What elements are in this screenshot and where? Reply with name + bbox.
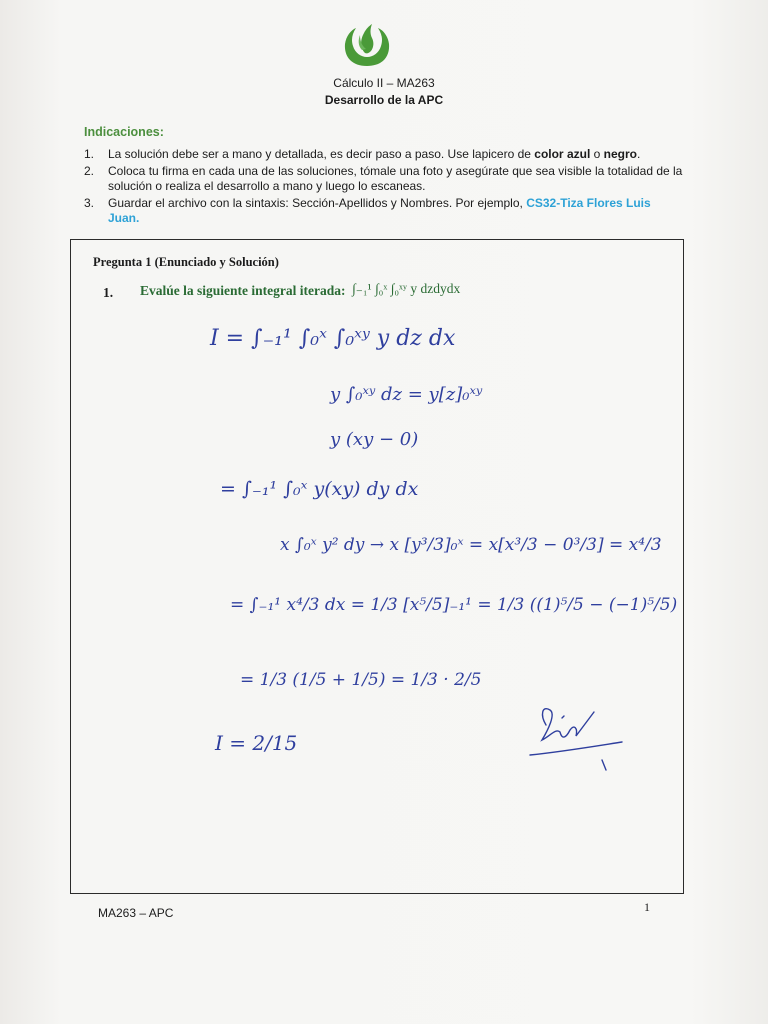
solution-line: I = 2/15 bbox=[215, 731, 298, 755]
instruction-item bbox=[84, 196, 684, 226]
instructions-list bbox=[84, 147, 684, 228]
solution-line: = ∫₋₁¹ x⁴/3 dx = 1/3 [x⁵/5]₋₁¹ = 1/3 ((1)⁵/5 − (−1)⁵/5) bbox=[230, 595, 678, 615]
solution-lines bbox=[209, 326, 677, 755]
question-prompt: Evalúe la siguiente integral iterada: bbox=[140, 283, 346, 298]
instruction-text: . bbox=[636, 147, 641, 161]
filename-example: CS32-Tiza Flores Luis Juan. bbox=[108, 196, 651, 225]
question-number: 1. bbox=[103, 285, 114, 300]
page-number: 1 bbox=[644, 900, 650, 914]
instruction-number: 2. bbox=[84, 164, 95, 178]
instructions-heading: Indicaciones: bbox=[84, 125, 164, 139]
university-logo-icon bbox=[341, 22, 393, 68]
instruction-text: La solución debe ser a mano y detallada, es decir paso a paso. Use lapicero de bbox=[108, 147, 535, 161]
solution-line: x ∫₀ˣ y² dy → x [y³/3]₀ˣ = x[x³/3 − 0³/3] = x⁴/3 bbox=[280, 535, 662, 555]
question-formula: ∫₋₁¹ ∫₀ˣ ∫₀ˣʸ y dzdydx bbox=[352, 281, 461, 296]
solution-line: = ∫₋₁¹ ∫₀ˣ y(xy) dy dx bbox=[220, 478, 419, 500]
instruction-text: o bbox=[590, 147, 604, 161]
instruction-number: 1. bbox=[84, 147, 95, 161]
solution-line: I = ∫₋₁¹ ∫₀ˣ ∫₀ˣʸ y dz dx bbox=[210, 326, 456, 351]
instruction-item bbox=[84, 147, 684, 162]
instruction-item bbox=[84, 164, 684, 194]
instruction-text: Coloca tu firma en cada una de las soluciones, tómale una foto y asegúrate que sea visible la totalidad de la solución o realiza el desarrollo a mano y luego lo escaneas. bbox=[108, 164, 683, 193]
solution-line: = 1/3 (1/5 + 1/5) = 1/3 · 2/5 bbox=[240, 670, 482, 690]
signature-icon bbox=[530, 709, 622, 770]
solution-line: y ∫₀ˣʸ dz = y[z]₀ˣʸ bbox=[330, 384, 483, 405]
instruction-emphasis: color azul bbox=[534, 147, 591, 161]
instruction-text: Guardar el archivo con la sintaxis: Sección-Apellidos y Nombres. Por ejemplo, bbox=[108, 196, 527, 210]
footer-course-code: MA263 – APC bbox=[98, 906, 174, 920]
handwritten-solution bbox=[190, 300, 690, 790]
instruction-number: 3. bbox=[84, 196, 95, 210]
document-subtitle: Desarrollo de la APC bbox=[324, 93, 444, 107]
solution-line: y (xy − 0) bbox=[330, 429, 419, 450]
question-heading: Pregunta 1 (Enunciado y Solución) bbox=[93, 255, 279, 269]
course-title: Cálculo II – MA263 bbox=[333, 76, 435, 90]
instruction-emphasis: negro bbox=[603, 147, 637, 161]
